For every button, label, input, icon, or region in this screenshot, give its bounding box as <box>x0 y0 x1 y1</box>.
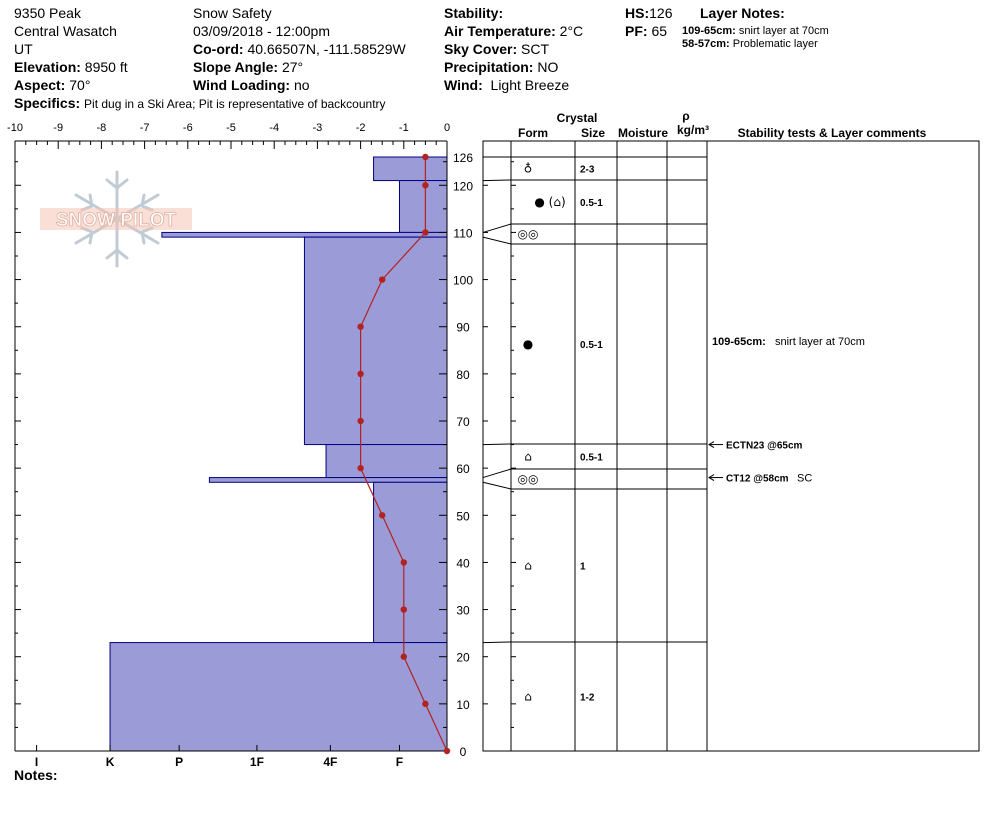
logo-text: SNOW PILOT <box>55 210 177 231</box>
stability-label: Stability: <box>444 5 504 21</box>
coord-value: 40.66507N, -111.58529W <box>247 41 406 57</box>
temp-tick-label: -7 <box>139 122 150 134</box>
hs-value: 126 <box>649 5 673 21</box>
layer-form: ● <box>522 337 534 351</box>
elevation-label: Elevation: <box>14 59 81 75</box>
slope-label: Slope Angle: <box>193 59 279 75</box>
layer-note-text: Problematic layer <box>732 38 818 50</box>
slope-value: 27° <box>281 59 304 75</box>
density-unit: kg/m³ <box>676 123 710 137</box>
wind-value: Light Breeze <box>490 77 570 93</box>
layer-size: 2-3 <box>580 164 595 176</box>
temperature-point <box>422 182 428 188</box>
hardness-bar <box>209 478 447 483</box>
depth-tick-label: 110 <box>453 226 473 241</box>
depth-tick-label: 60 <box>456 462 470 477</box>
hardness-bar <box>162 232 447 237</box>
specifics-label: Specifics: <box>14 95 81 111</box>
temperature-point <box>357 371 363 377</box>
precip-label: Precipitation: <box>444 59 534 75</box>
layer-form: ● (⌂) <box>534 195 566 209</box>
depth-tick-label: 120 <box>452 179 474 194</box>
layer-comment-range: 109-65cm: <box>712 335 766 348</box>
depth-tick-label: 90 <box>456 320 470 335</box>
temperature-point <box>422 701 428 707</box>
temperature-point <box>379 512 385 518</box>
layer-size: 0.5-1 <box>580 452 603 464</box>
temp-tick-label: -6 <box>182 122 193 134</box>
hardness-tick-label: 4F <box>323 755 338 769</box>
location-name: 9350 Peak <box>14 5 81 21</box>
moisture-header: Moisture <box>617 126 669 140</box>
size-header: Size <box>580 126 606 140</box>
coord-label: Co-ord: <box>193 41 244 57</box>
notes-label: Notes: <box>14 767 58 783</box>
layer-note-range: 58-57cm: <box>682 38 730 50</box>
temp-tick-label: 0 <box>443 122 451 134</box>
hardness-bar <box>326 445 447 478</box>
wind-loading-value: no <box>293 77 310 93</box>
temperature-point <box>422 154 428 160</box>
aspect-label: Aspect: <box>14 77 66 93</box>
temperature-point <box>357 465 363 471</box>
temperature-point <box>422 229 428 235</box>
layer-comment-text: snirt layer at 70cm <box>775 335 865 348</box>
crystal-header: Crystal <box>556 111 598 125</box>
layer-table <box>483 109 979 751</box>
layer-size: 1 <box>580 561 586 573</box>
elevation-value: 8950 ft <box>84 59 128 75</box>
layer-connector <box>483 469 511 478</box>
layer-size: 1-2 <box>580 692 595 704</box>
depth-tick-label: 10 <box>456 697 470 712</box>
layer-size: 0.5-1 <box>580 198 603 209</box>
precip-value: NO <box>537 59 559 75</box>
layer-size: 0.5-1 <box>580 340 603 351</box>
depth-tick-label: 30 <box>456 603 470 618</box>
temperature-point <box>379 276 385 282</box>
depth-tick-label: 100 <box>452 273 474 288</box>
hardness-tick-label: I <box>34 755 39 769</box>
layer-connector <box>483 180 511 181</box>
air-temp-label: Air Temperature: <box>444 23 556 39</box>
hardness-bar <box>374 157 447 181</box>
stability-test-result: CT12 @58cm <box>726 473 789 485</box>
hardness-bar <box>110 643 447 751</box>
temp-tick-label: -9 <box>53 122 64 134</box>
wind-label: Wind: <box>444 77 483 93</box>
layer-connector <box>483 224 511 232</box>
hardness-bars <box>110 157 447 751</box>
temperature-point <box>401 559 407 565</box>
hardness-tick-label: 1F <box>249 755 264 769</box>
layer-form: ⌂ <box>524 449 532 464</box>
temp-tick-label: -5 <box>226 122 236 134</box>
stability-test-result: ECTN23 @65cm <box>726 440 803 452</box>
depth-tick-label: 50 <box>456 509 470 524</box>
layer-connector <box>483 642 511 643</box>
density-symbol: ρ <box>682 109 690 123</box>
hardness-tick-label: K <box>105 755 115 769</box>
depth-tick-label: 40 <box>456 556 470 571</box>
temp-tick-label: -10 <box>7 122 23 134</box>
aspect-value: 70° <box>69 77 91 93</box>
depth-tick-label: 20 <box>456 650 470 665</box>
air-temp-value: 2°C <box>559 23 584 39</box>
form-header: Form <box>518 126 548 140</box>
specifics-value: Pit dug in a Ski Area; Pit is representative of backcountry <box>84 97 386 111</box>
temp-tick-label: -4 <box>269 122 280 134</box>
pf-label: PF: <box>625 23 648 39</box>
stability-header: Stability tests & Layer comments <box>737 126 927 140</box>
temperature-point <box>401 654 407 660</box>
temperature-point <box>357 418 363 424</box>
layer-form: ◎◎ <box>517 227 539 241</box>
depth-tick-label: 70 <box>456 415 470 429</box>
layer-connector <box>483 444 511 445</box>
depth-tick-label: 80 <box>456 367 470 382</box>
depth-tick-label: 0 <box>459 745 467 759</box>
observation-datetime: 03/09/2018 - 12:00pm <box>193 23 330 39</box>
snowpilot-logo <box>40 172 192 266</box>
temperature-point <box>401 606 407 612</box>
hs-label: HS: <box>625 5 650 21</box>
hardness-bar <box>374 482 447 642</box>
layer-note-range: 109-65cm: <box>682 25 736 37</box>
temp-tick-label: -3 <box>312 122 323 134</box>
range-name: Central Wasatch <box>14 23 117 39</box>
depth-tick-label: 126 <box>452 151 474 165</box>
wind-loading-label: Wind Loading: <box>193 77 291 93</box>
hardness-tick-label: P <box>175 755 184 769</box>
layer-form: ♁ <box>523 161 533 176</box>
hardness-bar <box>304 237 447 444</box>
layer-form: ⌂ <box>524 558 532 573</box>
stability-test-note: SC <box>797 472 813 485</box>
temp-tick-label: -1 <box>398 122 409 134</box>
temperature-point <box>444 748 450 754</box>
pf-value: 65 <box>651 23 668 39</box>
layer-connector <box>483 482 511 489</box>
state-name: UT <box>14 41 33 57</box>
layer-form: ◎◎ <box>517 472 539 486</box>
layer-form: ⌂ <box>524 689 532 704</box>
temperature-point <box>357 324 363 330</box>
hardness-tick-label: F <box>395 755 404 769</box>
temp-tick-label: -8 <box>96 122 107 134</box>
temp-tick-label: -2 <box>355 122 366 134</box>
layer-connector <box>483 237 511 244</box>
sky-value: SCT <box>521 41 550 57</box>
hardness-bar <box>399 181 447 233</box>
sky-label: Sky Cover: <box>444 41 518 57</box>
layer-notes-heading: Layer Notes: <box>700 5 785 21</box>
organization: Snow Safety <box>193 5 272 21</box>
layer-note-text: snirt layer at 70cm <box>738 25 829 37</box>
